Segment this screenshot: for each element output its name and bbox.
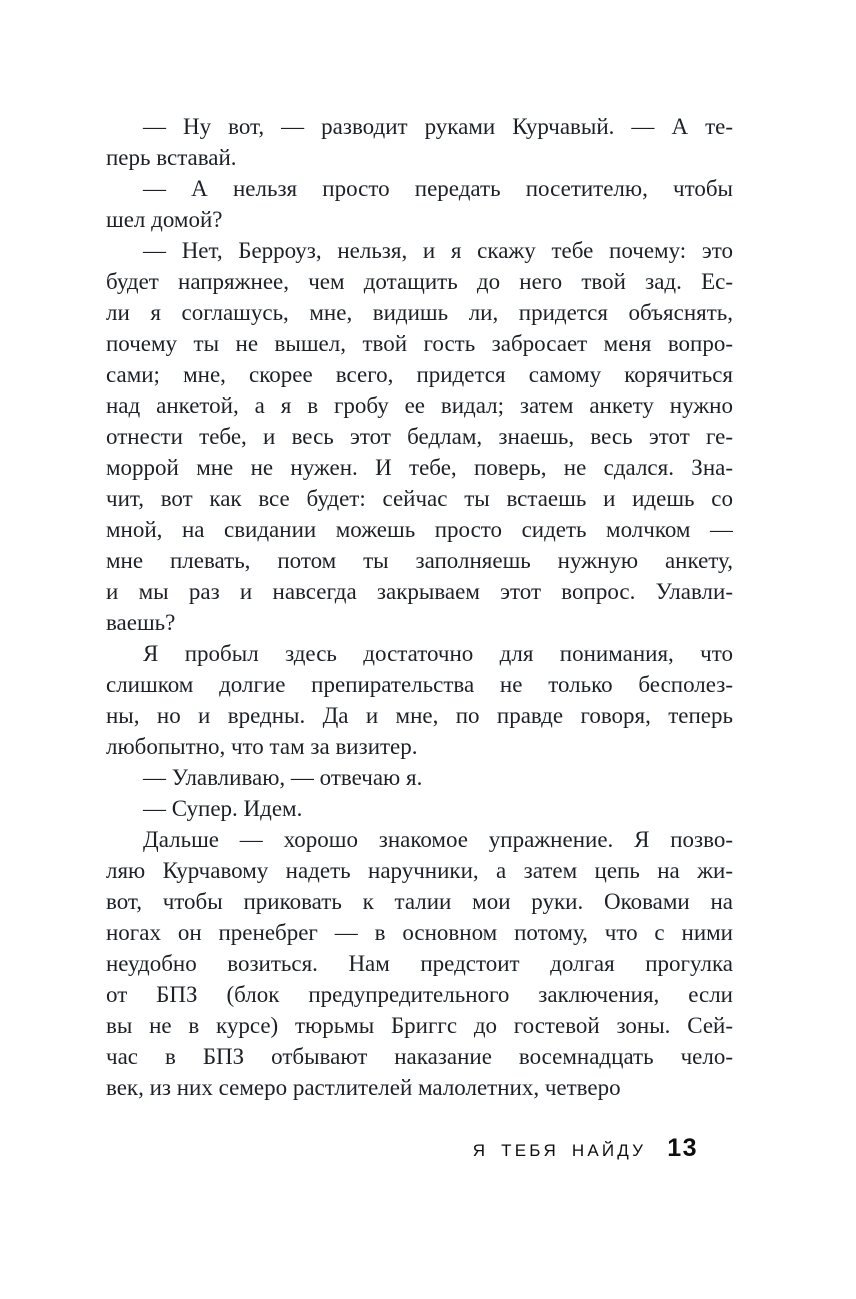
text-line: мной, на свидании можешь просто сидеть молчком — xyxy=(106,517,733,542)
text-line: моррой мне не нужен. И тебе, поверь, не сдался. Зна- xyxy=(106,455,733,480)
text-line: ли я соглашусь, мне, видишь ли, придется объяснять, xyxy=(106,300,733,325)
running-title: Я ТЕБЯ НАЙДУ xyxy=(472,1141,647,1160)
text-line: вот, чтобы приковать к талии мои руки. Оковами на xyxy=(106,889,733,914)
text-line: неудобно возиться. Нам предстоит долгая прогулка xyxy=(106,951,733,976)
text-line: чит, вот как все будет: сейчас ты встаешь и идешь со xyxy=(106,486,733,511)
text-line: шел домой? xyxy=(106,207,223,232)
page-footer xyxy=(473,1134,698,1163)
text-line: — Нет, Берроуз, нельзя, и я скажу тебе почему: это xyxy=(143,238,733,263)
text-line: Я пробыл здесь достаточно для понимания, что xyxy=(143,641,733,666)
text-line: ляю Курчавому надеть наручники, а затем цепь на жи- xyxy=(106,858,733,883)
text-line: Дальше — хорошо знакомое упражнение. Я позво- xyxy=(143,827,733,852)
text-line: сами; мне, скорее всего, придется самому корячиться xyxy=(106,362,733,387)
text-line: час в БПЗ отбывают наказание восемнадцать чело- xyxy=(106,1044,733,1069)
page-text-block xyxy=(106,111,733,1103)
text-line: вы не в курсе) тюрьмы Бриггс до гостевой зоны. Сей- xyxy=(106,1013,733,1038)
text-line: от БПЗ (блок предупредительного заключения, если xyxy=(106,982,733,1007)
text-line: отнести тебе, и весь этот бедлам, знаешь, весь этот ге- xyxy=(106,424,733,449)
text-line: — Супер. Идем. xyxy=(143,796,303,821)
text-line: слишком долгие препирательства не только бесполез- xyxy=(106,672,733,697)
text-line: — Улавливаю, — отвечаю я. xyxy=(143,765,423,790)
text-line: над анкетой, а я в гробу ее видал; затем анкету нужно xyxy=(106,393,733,418)
text-line: — А нельзя просто передать посетителю, чтобы xyxy=(143,176,733,201)
text-line: ногах он пренебрег — в основном потому, что с ними xyxy=(106,920,733,945)
text-line: век, из них семеро растлителей малолетних, четверо xyxy=(106,1075,621,1100)
text-line: будет напряжнее, чем дотащить до него твой зад. Ес- xyxy=(106,269,733,294)
text-line: любопытно, что там за визитер. xyxy=(106,734,418,759)
text-line: — Ну вот, — разводит руками Курчавый. — А те- xyxy=(143,114,733,139)
text-line: перь вставай. xyxy=(106,145,237,170)
page-number: 13 xyxy=(667,1134,698,1162)
text-line: мне плевать, потом ты заполняешь нужную анкету, xyxy=(106,548,733,573)
text-line: ваешь? xyxy=(106,610,176,635)
text-line: и мы раз и навсегда закрываем этот вопрос. Улавли- xyxy=(106,579,733,604)
text-line: ны, но и вредны. Да и мне, по правде говоря, теперь xyxy=(106,703,733,728)
text-line: почему ты не вышел, твой гость забросает меня вопро- xyxy=(106,331,733,356)
